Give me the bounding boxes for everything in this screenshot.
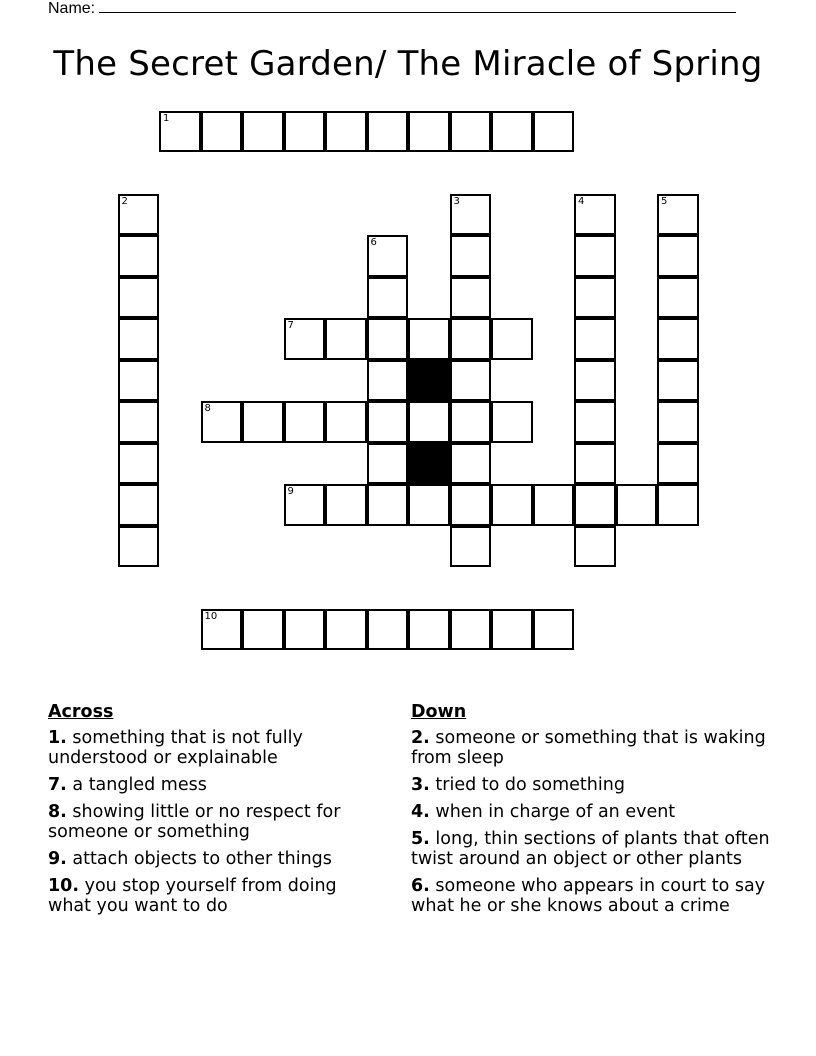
grid-cell[interactable] [450, 318, 492, 360]
grid-cell[interactable] [118, 235, 160, 277]
grid-cell[interactable] [491, 318, 533, 360]
grid-cell[interactable] [491, 401, 533, 443]
grid-cell[interactable] [657, 443, 699, 485]
grid-cell[interactable] [367, 235, 409, 277]
grid-cell[interactable] [325, 318, 367, 360]
grid-cell[interactable] [367, 609, 409, 651]
grid-cell[interactable] [408, 484, 450, 526]
grid-cell[interactable] [574, 484, 616, 526]
clue-number: 3 [453, 195, 460, 207]
grid-cell[interactable] [450, 235, 492, 277]
grid-cell[interactable] [574, 401, 616, 443]
grid-cell[interactable] [367, 111, 409, 153]
grid-cell[interactable] [533, 111, 575, 153]
grid-cell[interactable] [118, 318, 160, 360]
clue-down-4: 4. when in charge of an event [411, 802, 676, 822]
grid-cell[interactable] [284, 609, 326, 651]
page-title: The Secret Garden/ The Miracle of Spring [53, 44, 763, 84]
grid-cell[interactable] [242, 111, 284, 153]
across-clues [48, 702, 378, 923]
grid-cell[interactable] [657, 235, 699, 277]
grid-cell[interactable] [450, 401, 492, 443]
grid-cell[interactable] [284, 318, 326, 360]
clue-number: 9 [287, 486, 294, 497]
grid-cell[interactable] [201, 401, 243, 443]
grid-cell[interactable] [159, 111, 201, 153]
grid-cell[interactable] [574, 360, 616, 402]
grid-cell[interactable] [284, 401, 326, 443]
grid-cell[interactable] [491, 111, 533, 153]
grid-cell[interactable] [491, 484, 533, 526]
grid-cell[interactable] [118, 360, 160, 402]
grid-cell[interactable] [491, 609, 533, 651]
grid-cell[interactable] [574, 318, 616, 360]
grid-cell[interactable] [201, 111, 243, 153]
grid-cell[interactable] [118, 401, 160, 443]
grid-cell[interactable] [367, 443, 409, 485]
grid-cell[interactable] [657, 318, 699, 360]
grid-cell[interactable] [284, 111, 326, 153]
clue-across-8: 8. showing little or no respect for someone or something [48, 802, 341, 842]
grid-cell[interactable] [657, 360, 699, 402]
across-heading: Across [48, 702, 114, 722]
grid-cell[interactable] [616, 484, 658, 526]
grid-cell[interactable] [657, 194, 699, 236]
clue-across-1: 1. something that is not fully understood or explainable [48, 728, 303, 768]
grid-cell[interactable] [325, 484, 367, 526]
grid-cell[interactable] [574, 526, 616, 568]
grid-cell[interactable] [657, 401, 699, 443]
grid-cell[interactable] [450, 194, 492, 236]
grid-cell[interactable] [533, 484, 575, 526]
grid-cell[interactable] [574, 194, 616, 236]
grid-cell[interactable] [450, 609, 492, 651]
clue-across-10: 10. you stop yourself from doing what you want to do [48, 876, 337, 916]
black-square [408, 443, 450, 485]
grid-cell[interactable] [574, 443, 616, 485]
clue-down-5: 5. long, thin sections of plants that often twist around an object or other plants [411, 829, 770, 869]
grid-cell[interactable] [450, 277, 492, 319]
grid-cell[interactable] [657, 277, 699, 319]
grid-cell[interactable] [450, 526, 492, 568]
grid-cell[interactable] [367, 318, 409, 360]
grid-cell[interactable] [408, 111, 450, 153]
grid-cell[interactable] [367, 484, 409, 526]
grid-cell[interactable] [325, 401, 367, 443]
clue-number: 6 [370, 237, 377, 248]
down-heading: Down [411, 702, 467, 722]
clue-number: 7 [287, 320, 294, 331]
grid-cell[interactable] [118, 484, 160, 526]
grid-cell[interactable] [574, 235, 616, 277]
grid-cell[interactable] [450, 443, 492, 485]
grid-cell[interactable] [118, 277, 160, 319]
grid-cell[interactable] [367, 277, 409, 319]
grid-cell[interactable] [325, 609, 367, 651]
grid-cell[interactable] [325, 111, 367, 153]
grid-cell[interactable] [367, 401, 409, 443]
grid-cell[interactable] [450, 360, 492, 402]
grid-cell[interactable] [118, 443, 160, 485]
name-label: Name: [48, 0, 96, 17]
black-square [408, 360, 450, 402]
clue-across-7: 7. a tangled mess [48, 775, 207, 795]
clue-down-3: 3. tried to do something [411, 775, 625, 795]
grid-cell[interactable] [201, 609, 243, 651]
clue-down-6: 6. someone who appears in court to say what he or she knows about a crime [411, 876, 766, 916]
clue-down-2: 2. someone or something that is waking from sleep [411, 728, 766, 768]
grid-cell[interactable] [657, 484, 699, 526]
grid-cell[interactable] [408, 318, 450, 360]
grid-cell[interactable] [367, 360, 409, 402]
grid-cell[interactable] [450, 484, 492, 526]
clue-number: 10 [204, 610, 218, 622]
grid-cell[interactable] [408, 401, 450, 443]
clue-number: 4 [578, 195, 585, 207]
grid-cell[interactable] [118, 194, 160, 236]
clue-number: 8 [204, 403, 211, 414]
clue-number: 1 [163, 112, 170, 124]
grid-cell[interactable] [408, 609, 450, 651]
clue-across-9: 9. attach objects to other things [48, 849, 332, 869]
grid-cell[interactable] [284, 484, 326, 526]
grid-cell[interactable] [574, 277, 616, 319]
grid-cell[interactable] [118, 526, 160, 568]
grid-cell[interactable] [450, 111, 492, 153]
clue-number: 5 [661, 195, 668, 207]
down-clues [411, 702, 771, 923]
grid-cell[interactable] [533, 609, 575, 651]
grid-cell[interactable] [242, 401, 284, 443]
grid-cell[interactable] [242, 609, 284, 651]
clue-number: 2 [121, 195, 128, 207]
